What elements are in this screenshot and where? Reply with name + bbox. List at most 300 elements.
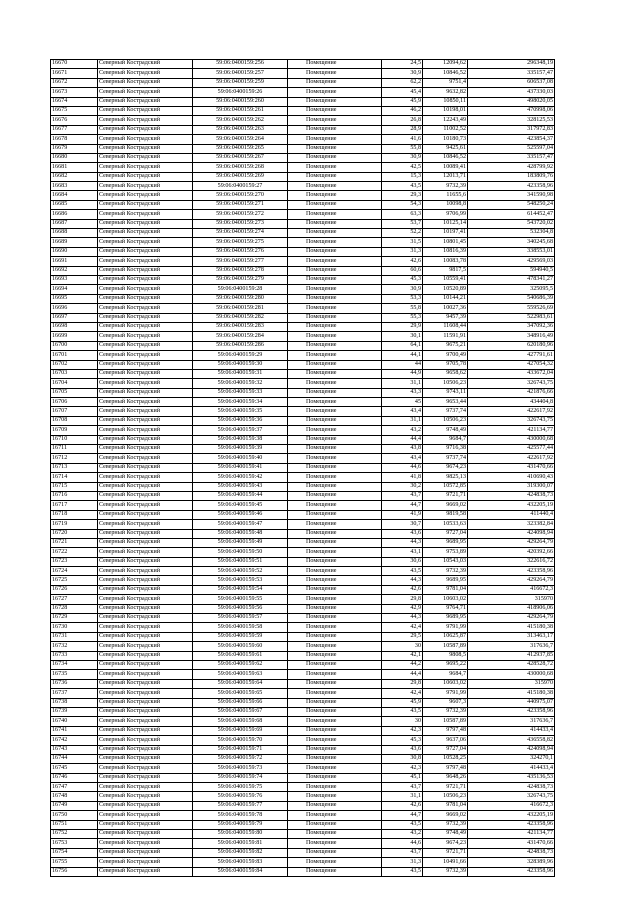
area-cell: 30,7 xyxy=(382,520,423,529)
district-cell: Северный Кострадский xyxy=(98,332,193,341)
cadastral-number-cell: 59:06:0400159:32 xyxy=(193,379,288,388)
row-number-cell: 16708 xyxy=(51,416,98,425)
cadastral-value-cell: 183809,76 xyxy=(468,172,555,181)
table-row xyxy=(51,275,555,284)
object-type-cell: Помещение xyxy=(288,304,382,313)
cadastral-number-cell: 59:06:0400159:28 xyxy=(193,285,288,294)
unit-value-cell: 11002,52 xyxy=(423,125,468,134)
object-type-cell: Помещение xyxy=(288,172,382,181)
unit-value-cell: 10125,14 xyxy=(423,219,468,228)
area-cell: 55,8 xyxy=(382,304,423,313)
unit-value-cell: 9674,23 xyxy=(423,463,468,472)
row-number-cell: 16674 xyxy=(51,97,98,106)
area-cell: 30,9 xyxy=(382,285,423,294)
unit-value-cell: 10180,73 xyxy=(423,135,468,144)
cadastral-number-cell: 59:06:0400159:278 xyxy=(193,266,288,275)
cadastral-value-cell: 328389,96 xyxy=(468,858,555,867)
unit-value-cell: 9669,02 xyxy=(423,811,468,820)
object-type-cell: Помещение xyxy=(288,60,382,69)
district-cell: Северный Кострадский xyxy=(98,830,193,839)
cadastral-value-cell: 540686,39 xyxy=(468,294,555,303)
cadastral-number-cell: 59:06:0400159:71 xyxy=(193,745,288,754)
cadastral-number-cell: 59:06:0400159:26 xyxy=(193,88,288,97)
cadastral-value-cell: 498020,05 xyxy=(468,97,555,106)
object-type-cell: Помещение xyxy=(288,538,382,547)
district-cell: Северный Кострадский xyxy=(98,294,193,303)
unit-value-cell: 9716,38 xyxy=(423,445,468,454)
cadastral-value-cell: 423358,96 xyxy=(468,867,555,876)
unit-value-cell: 9791,99 xyxy=(423,623,468,632)
object-type-cell: Помещение xyxy=(288,322,382,331)
district-cell: Северный Кострадский xyxy=(98,754,193,763)
cadastral-value-cell: 432205,19 xyxy=(468,501,555,510)
unit-value-cell: 9732,39 xyxy=(423,182,468,191)
cadastral-number-cell: 59:06:0400159:63 xyxy=(193,670,288,679)
row-number-cell: 16717 xyxy=(51,501,98,510)
area-cell: 43,5 xyxy=(382,567,423,576)
unit-value-cell: 10587,89 xyxy=(423,717,468,726)
cadastral-value-cell: 335157,47 xyxy=(468,153,555,162)
table-row xyxy=(51,604,555,613)
cadastral-value-cell: 431470,66 xyxy=(468,463,555,472)
row-number-cell: 16679 xyxy=(51,144,98,153)
cadastral-number-cell: 59:06:0400159:84 xyxy=(193,867,288,876)
table-row xyxy=(51,257,555,266)
object-type-cell: Помещение xyxy=(288,567,382,576)
table-row xyxy=(51,285,555,294)
object-type-cell: Помещение xyxy=(288,182,382,191)
district-cell: Северный Кострадский xyxy=(98,839,193,848)
area-cell: 45,3 xyxy=(382,736,423,745)
area-cell: 42,1 xyxy=(382,651,423,660)
cadastral-number-cell: 59:06:0400159:259 xyxy=(193,78,288,87)
cadastral-number-cell: 59:06:0400159:78 xyxy=(193,811,288,820)
unit-value-cell: 10543,03 xyxy=(423,557,468,566)
table-row xyxy=(51,623,555,632)
unit-value-cell: 9753,89 xyxy=(423,548,468,557)
cadastral-number-cell: 59:06:0400159:272 xyxy=(193,210,288,219)
cadastral-number-cell: 59:06:0400159:42 xyxy=(193,473,288,482)
table-row xyxy=(51,585,555,594)
row-number-cell: 16756 xyxy=(51,867,98,876)
row-number-cell: 16692 xyxy=(51,266,98,275)
cadastral-value-cell: 348916,49 xyxy=(468,332,555,341)
cadastral-value-cell: 296348,19 xyxy=(468,60,555,69)
row-number-cell: 16689 xyxy=(51,238,98,247)
cadastral-number-cell: 59:06:0400159:270 xyxy=(193,191,288,200)
table-row xyxy=(51,454,555,463)
row-number-cell: 16727 xyxy=(51,595,98,604)
cadastral-value-cell: 424838,73 xyxy=(468,783,555,792)
district-cell: Северный Кострадский xyxy=(98,125,193,134)
cadastral-value-cell: 432205,19 xyxy=(468,811,555,820)
object-type-cell: Помещение xyxy=(288,754,382,763)
unit-value-cell: 9732,39 xyxy=(423,867,468,876)
unit-value-cell: 9425,61 xyxy=(423,144,468,153)
row-number-cell: 16690 xyxy=(51,247,98,256)
area-cell: 29,8 xyxy=(382,595,423,604)
area-cell: 44,3 xyxy=(382,538,423,547)
table-row xyxy=(51,839,555,848)
district-cell: Северный Кострадский xyxy=(98,651,193,660)
unit-value-cell: 9781,04 xyxy=(423,585,468,594)
cadastral-value-cell: 335157,47 xyxy=(468,69,555,78)
object-type-cell: Помещение xyxy=(288,632,382,641)
table-row xyxy=(51,491,555,500)
cadastral-number-cell: 59:06:0400159:72 xyxy=(193,754,288,763)
table-row xyxy=(51,304,555,313)
table-row xyxy=(51,360,555,369)
table-row xyxy=(51,548,555,557)
area-cell: 44,1 xyxy=(382,351,423,360)
area-cell: 42,6 xyxy=(382,257,423,266)
district-cell: Северный Кострадский xyxy=(98,106,193,115)
area-cell: 43,7 xyxy=(382,783,423,792)
object-type-cell: Помещение xyxy=(288,614,382,623)
table-row xyxy=(51,388,555,397)
object-type-cell: Помещение xyxy=(288,848,382,857)
row-number-cell: 16687 xyxy=(51,219,98,228)
table-row xyxy=(51,69,555,78)
cadastral-value-cell: 421876,66 xyxy=(468,388,555,397)
table-row xyxy=(51,538,555,547)
row-number-cell: 16702 xyxy=(51,360,98,369)
object-type-cell: Помещение xyxy=(288,125,382,134)
row-number-cell: 16675 xyxy=(51,106,98,115)
row-number-cell: 16670 xyxy=(51,60,98,69)
district-cell: Северный Кострадский xyxy=(98,435,193,444)
object-type-cell: Помещение xyxy=(288,153,382,162)
unit-value-cell: 10625,87 xyxy=(423,632,468,641)
area-cell: 44,2 xyxy=(382,661,423,670)
district-cell: Северный Кострадский xyxy=(98,745,193,754)
area-cell: 45,3 xyxy=(382,275,423,284)
district-cell: Северный Кострадский xyxy=(98,191,193,200)
cadastral-value-cell: 422617,92 xyxy=(468,407,555,416)
cadastral-number-cell: 59:06:0400159:69 xyxy=(193,726,288,735)
cadastral-number-cell: 59:06:0400159:271 xyxy=(193,200,288,209)
object-type-cell: Помещение xyxy=(288,106,382,115)
area-cell: 46,2 xyxy=(382,106,423,115)
area-cell: 30,6 xyxy=(382,557,423,566)
district-cell: Северный Кострадский xyxy=(98,426,193,435)
table-row xyxy=(51,445,555,454)
district-cell: Северный Кострадский xyxy=(98,736,193,745)
object-type-cell: Помещение xyxy=(288,407,382,416)
row-number-cell: 16695 xyxy=(51,294,98,303)
row-number-cell: 16746 xyxy=(51,773,98,782)
table-row xyxy=(51,219,555,228)
cadastral-number-cell: 59:06:0400159:80 xyxy=(193,830,288,839)
district-cell: Северный Кострадский xyxy=(98,88,193,97)
object-type-cell: Помещение xyxy=(288,501,382,510)
table-row xyxy=(51,435,555,444)
area-cell: 41,8 xyxy=(382,473,423,482)
object-type-cell: Помещение xyxy=(288,351,382,360)
district-cell: Северный Кострадский xyxy=(98,867,193,876)
table-row xyxy=(51,106,555,115)
cadastral-value-cell: 543720,02 xyxy=(468,219,555,228)
area-cell: 26,8 xyxy=(382,116,423,125)
area-cell: 63,3 xyxy=(382,210,423,219)
table-row xyxy=(51,322,555,331)
district-cell: Северный Кострадский xyxy=(98,163,193,172)
object-type-cell: Помещение xyxy=(288,163,382,172)
object-type-cell: Помещение xyxy=(288,398,382,407)
row-number-cell: 16730 xyxy=(51,623,98,632)
cadastral-value-cell: 478341,27 xyxy=(468,275,555,284)
row-number-cell: 16743 xyxy=(51,745,98,754)
area-cell: 45,9 xyxy=(382,97,423,106)
row-number-cell: 16737 xyxy=(51,689,98,698)
table-row xyxy=(51,754,555,763)
table-row xyxy=(51,773,555,782)
area-cell: 55,3 xyxy=(382,313,423,322)
object-type-cell: Помещение xyxy=(288,764,382,773)
cadastral-number-cell: 59:06:0400159:267 xyxy=(193,153,288,162)
unit-value-cell: 10603,02 xyxy=(423,679,468,688)
district-cell: Северный Кострадский xyxy=(98,219,193,228)
table-row xyxy=(51,820,555,829)
cadastral-number-cell: 59:06:0400159:282 xyxy=(193,313,288,322)
object-type-cell: Помещение xyxy=(288,341,382,350)
area-cell: 44 xyxy=(382,360,423,369)
area-cell: 44,3 xyxy=(382,576,423,585)
cadastral-number-cell: 59:06:0400159:262 xyxy=(193,116,288,125)
district-cell: Северный Кострадский xyxy=(98,698,193,707)
cadastral-number-cell: 59:06:0400159:59 xyxy=(193,632,288,641)
table-row xyxy=(51,416,555,425)
unit-value-cell: 9705,78 xyxy=(423,360,468,369)
row-number-cell: 16736 xyxy=(51,679,98,688)
cadastral-number-cell: 59:06:0400159:275 xyxy=(193,238,288,247)
district-cell: Северный Кострадский xyxy=(98,341,193,350)
district-cell: Северный Кострадский xyxy=(98,529,193,538)
row-number-cell: 16703 xyxy=(51,369,98,378)
unit-value-cell: 10506,23 xyxy=(423,792,468,801)
cadastral-number-cell: 59:06:0400159:68 xyxy=(193,717,288,726)
unit-value-cell: 9689,95 xyxy=(423,576,468,585)
cadastral-number-cell: 59:06:0400159:77 xyxy=(193,801,288,810)
cadastral-number-cell: 59:06:0400159:44 xyxy=(193,491,288,500)
object-type-cell: Помещение xyxy=(288,135,382,144)
row-number-cell: 16712 xyxy=(51,454,98,463)
district-cell: Северный Кострадский xyxy=(98,604,193,613)
cadastral-number-cell: 59:06:0400159:280 xyxy=(193,294,288,303)
cadastral-number-cell: 59:06:0400159:279 xyxy=(193,275,288,284)
district-cell: Северный Кострадский xyxy=(98,585,193,594)
unit-value-cell: 9748,49 xyxy=(423,830,468,839)
cadastral-number-cell: 59:06:0400159:67 xyxy=(193,707,288,716)
object-type-cell: Помещение xyxy=(288,576,382,585)
cadastral-value-cell: 347092,36 xyxy=(468,322,555,331)
district-cell: Северный Кострадский xyxy=(98,792,193,801)
unit-value-cell: 12094,62 xyxy=(423,60,468,69)
cadastral-number-cell: 59:06:0400159:82 xyxy=(193,848,288,857)
object-type-cell: Помещение xyxy=(288,623,382,632)
area-cell: 43,6 xyxy=(382,745,423,754)
unit-value-cell: 9732,39 xyxy=(423,707,468,716)
unit-value-cell: 10816,39 xyxy=(423,247,468,256)
cadastral-number-cell: 59:06:0400159:283 xyxy=(193,322,288,331)
cadastral-value-cell: 429264,79 xyxy=(468,614,555,623)
cadastral-number-cell: 59:06:0400159:51 xyxy=(193,557,288,566)
table-row xyxy=(51,78,555,87)
row-number-cell: 16719 xyxy=(51,520,98,529)
district-cell: Северный Кострадский xyxy=(98,388,193,397)
district-cell: Северный Кострадский xyxy=(98,820,193,829)
cadastral-value-cell: 559526,69 xyxy=(468,304,555,313)
row-number-cell: 16728 xyxy=(51,604,98,613)
row-number-cell: 16745 xyxy=(51,764,98,773)
cadastral-value-cell: 429264,79 xyxy=(468,576,555,585)
area-cell: 42,3 xyxy=(382,726,423,735)
cadastral-number-cell: 59:06:0400159:263 xyxy=(193,125,288,134)
unit-value-cell: 10801,45 xyxy=(423,238,468,247)
unit-value-cell: 9743,11 xyxy=(423,388,468,397)
cadastral-value-cell: 325095,5 xyxy=(468,285,555,294)
district-cell: Северный Кострадский xyxy=(98,78,193,87)
table-row xyxy=(51,736,555,745)
cadastral-value-cell: 322616,72 xyxy=(468,557,555,566)
object-type-cell: Помещение xyxy=(288,229,382,238)
row-number-cell: 16698 xyxy=(51,322,98,331)
unit-value-cell: 10197,41 xyxy=(423,229,468,238)
table-row xyxy=(51,144,555,153)
area-cell: 43,5 xyxy=(382,867,423,876)
unit-value-cell: 9721,71 xyxy=(423,491,468,500)
cadastral-value-cell: 428528,72 xyxy=(468,661,555,670)
area-cell: 30 xyxy=(382,642,423,651)
district-cell: Северный Кострадский xyxy=(98,304,193,313)
object-type-cell: Помещение xyxy=(288,520,382,529)
unit-value-cell: 9808,5 xyxy=(423,651,468,660)
unit-value-cell: 12013,71 xyxy=(423,172,468,181)
unit-value-cell: 9689,95 xyxy=(423,538,468,547)
row-number-cell: 16700 xyxy=(51,341,98,350)
property-table xyxy=(50,59,555,877)
cadastral-number-cell: 59:06:0400159:257 xyxy=(193,69,288,78)
row-number-cell: 16740 xyxy=(51,717,98,726)
cadastral-value-cell: 414433,4 xyxy=(468,764,555,773)
table-row xyxy=(51,210,555,219)
table-row xyxy=(51,379,555,388)
area-cell: 45 xyxy=(382,398,423,407)
unit-value-cell: 9669,02 xyxy=(423,501,468,510)
area-cell: 55,8 xyxy=(382,144,423,153)
district-cell: Северный Кострадский xyxy=(98,172,193,181)
table-row xyxy=(51,651,555,660)
area-cell: 31,1 xyxy=(382,792,423,801)
unit-value-cell: 10846,52 xyxy=(423,153,468,162)
unit-value-cell: 9721,71 xyxy=(423,783,468,792)
area-cell: 60,6 xyxy=(382,266,423,275)
cadastral-number-cell: 59:06:0400159:268 xyxy=(193,163,288,172)
table-row xyxy=(51,707,555,716)
unit-value-cell: 9457,39 xyxy=(423,313,468,322)
object-type-cell: Помещение xyxy=(288,416,382,425)
district-cell: Северный Кострадский xyxy=(98,557,193,566)
table-row xyxy=(51,529,555,538)
cadastral-number-cell: 59:06:0400159:37 xyxy=(193,426,288,435)
district-cell: Северный Кострадский xyxy=(98,275,193,284)
cadastral-value-cell: 430000,68 xyxy=(468,670,555,679)
cadastral-value-cell: 313463,17 xyxy=(468,632,555,641)
area-cell: 45,4 xyxy=(382,88,423,97)
unit-value-cell: 10027,36 xyxy=(423,304,468,313)
table-row xyxy=(51,858,555,867)
row-number-cell: 16711 xyxy=(51,445,98,454)
object-type-cell: Помещение xyxy=(288,595,382,604)
row-number-cell: 16739 xyxy=(51,707,98,716)
cadastral-number-cell: 59:06:0400159:70 xyxy=(193,736,288,745)
area-cell: 44,7 xyxy=(382,811,423,820)
district-cell: Северный Кострадский xyxy=(98,69,193,78)
cadastral-value-cell: 433672,04 xyxy=(468,369,555,378)
cadastral-number-cell: 59:06:0400159:45 xyxy=(193,501,288,510)
object-type-cell: Помещение xyxy=(288,642,382,651)
cadastral-number-cell: 59:06:0400159:54 xyxy=(193,585,288,594)
cadastral-number-cell: 59:06:0400159:58 xyxy=(193,623,288,632)
row-number-cell: 16696 xyxy=(51,304,98,313)
row-number-cell: 16683 xyxy=(51,182,98,191)
cadastral-value-cell: 427054,32 xyxy=(468,360,555,369)
unit-value-cell: 9632,82 xyxy=(423,88,468,97)
object-type-cell: Помещение xyxy=(288,454,382,463)
district-cell: Северный Кострадский xyxy=(98,369,193,378)
table-row xyxy=(51,182,555,191)
district-cell: Северный Кострадский xyxy=(98,97,193,106)
area-cell: 62,2 xyxy=(382,78,423,87)
district-cell: Северный Кострадский xyxy=(98,491,193,500)
object-type-cell: Помещение xyxy=(288,736,382,745)
cadastral-number-cell: 59:06:0400159:277 xyxy=(193,257,288,266)
row-number-cell: 16680 xyxy=(51,153,98,162)
unit-value-cell: 9825,13 xyxy=(423,473,468,482)
cadastral-value-cell: 430000,68 xyxy=(468,435,555,444)
area-cell: 44,3 xyxy=(382,614,423,623)
table-row xyxy=(51,520,555,529)
cadastral-value-cell: 410690,43 xyxy=(468,473,555,482)
unit-value-cell: 10587,89 xyxy=(423,642,468,651)
cadastral-value-cell: 424098,94 xyxy=(468,745,555,754)
area-cell: 30,2 xyxy=(382,482,423,491)
object-type-cell: Помещение xyxy=(288,200,382,209)
table-row xyxy=(51,238,555,247)
cadastral-value-cell: 425577,44 xyxy=(468,445,555,454)
object-type-cell: Помещение xyxy=(288,473,382,482)
row-number-cell: 16748 xyxy=(51,792,98,801)
object-type-cell: Помещение xyxy=(288,379,382,388)
table-row xyxy=(51,567,555,576)
cadastral-value-cell: 423854,37 xyxy=(468,135,555,144)
object-type-cell: Помещение xyxy=(288,116,382,125)
object-type-cell: Помещение xyxy=(288,426,382,435)
object-type-cell: Помещение xyxy=(288,679,382,688)
object-type-cell: Помещение xyxy=(288,445,382,454)
table-row xyxy=(51,811,555,820)
cadastral-value-cell: 411440,4 xyxy=(468,510,555,519)
table-row xyxy=(51,501,555,510)
row-number-cell: 16753 xyxy=(51,839,98,848)
cadastral-number-cell: 59:06:0400159:79 xyxy=(193,820,288,829)
cadastral-value-cell: 315970 xyxy=(468,679,555,688)
table-row xyxy=(51,426,555,435)
area-cell: 43,5 xyxy=(382,707,423,716)
object-type-cell: Помещение xyxy=(288,313,382,322)
area-cell: 52,2 xyxy=(382,229,423,238)
district-cell: Северный Кострадский xyxy=(98,689,193,698)
